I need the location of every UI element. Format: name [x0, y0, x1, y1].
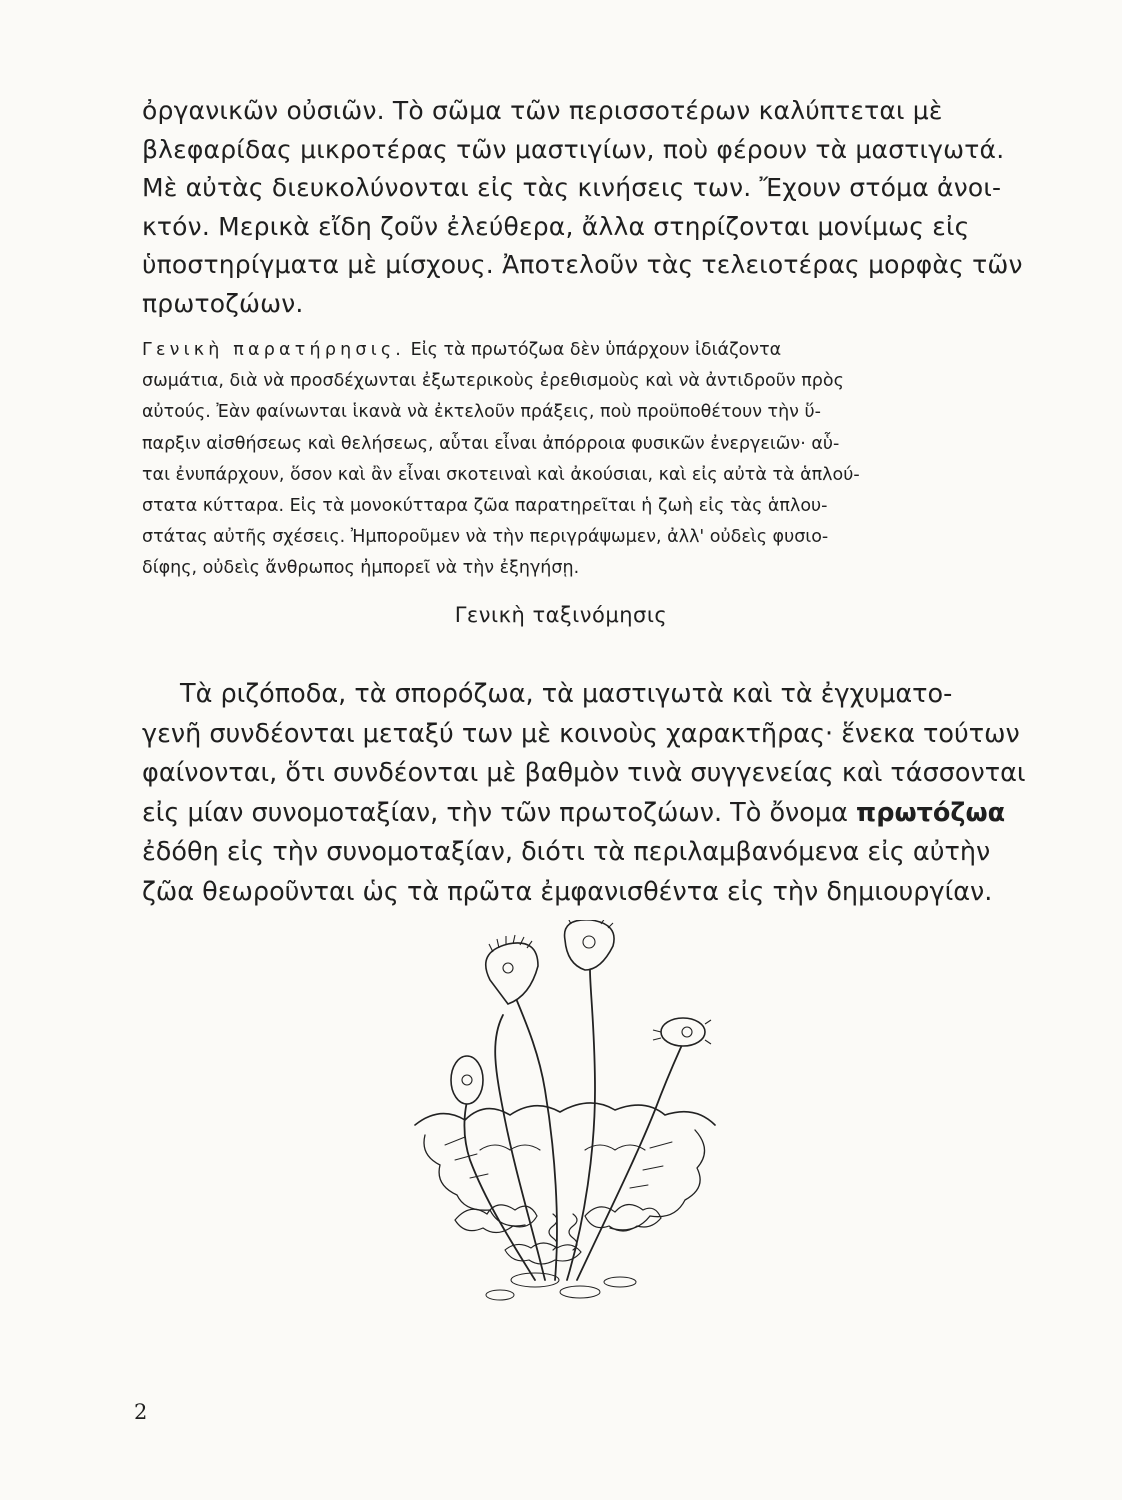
text-line: κτόν. Μερικὰ εἴδη ζοῦν ἐλεύθερα, ἄλλα στηρίζονται μονίμως εἰς — [142, 211, 970, 241]
bold-term: πρωτόζωα — [856, 797, 1006, 828]
page-number: 2 — [134, 1400, 148, 1424]
text-line — [142, 794, 1006, 834]
note-lead: Γενικὴ παρατήρησις. — [142, 340, 406, 360]
text-line — [142, 335, 972, 366]
text-line: ὑποστηρίγματα μὲ μίσχους. Ἀποτελοῦν τὰς τελειοτέρας μορφὰς τῶν — [142, 250, 1023, 279]
section-heading: Γενικὴ ταξινόμησις — [454, 603, 668, 627]
text-line: Τὰ ριζόποδα, τὰ σπορόζωα, τὰ μαστιγωτὰ καὶ τὰ ἐγχυματο- — [180, 679, 953, 709]
text-line: δίφης, οὐδεὶς ἄνθρωπος ἠμπορεῖ νὰ τὴν ἐξηγήσῃ. — [142, 558, 580, 579]
line-text: εἰς μίαν συνομοταξίαν, τὴν τῶν πρωτοζώων. Τὸ ὄνομα — [142, 797, 857, 828]
text-line: πρωτοζώων. — [142, 288, 304, 318]
text-line: Μὲ αὐτὰς διευκολύνονται εἰς τὰς κινήσεις των. Ἔχουν στόμα ἀνοι- — [142, 173, 1002, 202]
vorticella-illustration — [395, 920, 735, 1315]
general-remark-note — [142, 335, 972, 585]
text-line: ζῶα θεωροῦνται ὡς τὰ πρῶτα ἐμφανισθέντα εἰς τὴν δημιουργίαν. — [142, 876, 993, 907]
text-line: στατα κύτταρα. Εἰς τὰ μονοκύτταρα ζῶα παρατηρεῖται ἡ ζωὴ εἰς τὰς ἁπλου- — [142, 496, 828, 517]
paragraph-ciliates — [142, 92, 1023, 323]
text-line: γενῆ συνδέονται μεταξύ των μὲ κοινοὺς χαρακτῆρας· ἕνεκα τούτων — [142, 718, 1020, 749]
paragraph-classification — [142, 675, 1026, 912]
text-line: στάτας αὐτῆς σχέσεις. Ἠμποροῦμεν νὰ τὴν περιγράψωμεν, ἀλλ' οὐδεὶς φυσιο- — [142, 527, 829, 548]
text-line: παρξιν αἰσθήσεως καὶ θελήσεως, αὗται εἶναι ἀπόρροια φυσικῶν ἐνεργειῶν· αὗ- — [142, 433, 840, 454]
note-lead-continuation: Εἰς τὰ πρωτόζωα δὲν ὑπάρχουν ἰδιάζοντα — [405, 340, 782, 360]
text-line: σωμάτια, διὰ νὰ προσδέχωνται ἐξωτερικοὺς ἐρεθισμοὺς καὶ νὰ ἀντιδροῦν πρὸς — [142, 371, 844, 392]
text-line: ἐδόθη εἰς τὴν συνομοταξίαν, διότι τὰ περιλαμβανόμενα εἰς αὐτὴν — [142, 837, 991, 867]
text-line: βλεφαρίδας μικροτέρας τῶν μαστιγίων, ποὺ φέρουν τὰ μαστιγωτά. — [142, 134, 1005, 164]
text-line: ὀργανικῶν οὐσιῶν. Τὸ σῶμα τῶν περισσοτέρων καλύπτεται μὲ — [142, 96, 943, 125]
text-line: αὐτούς. Ἐὰν φαίνωνται ἱκανὰ νὰ ἐκτελοῦν πράξεις, ποὺ προϋποθέτουν τὴν ὕ- — [142, 402, 821, 423]
text-line: φαίνονται, ὅτι συνδέονται μὲ βαθμὸν τινὰ συγγενείας καὶ τάσσονται — [142, 758, 1026, 788]
text-line: ται ἐνυπάρχουν, ὅσον καὶ ἂν εἶναι σκοτειναὶ καὶ ἀκούσιαι, καὶ εἰς αὐτὰ τὰ ἁπλού- — [142, 464, 860, 485]
